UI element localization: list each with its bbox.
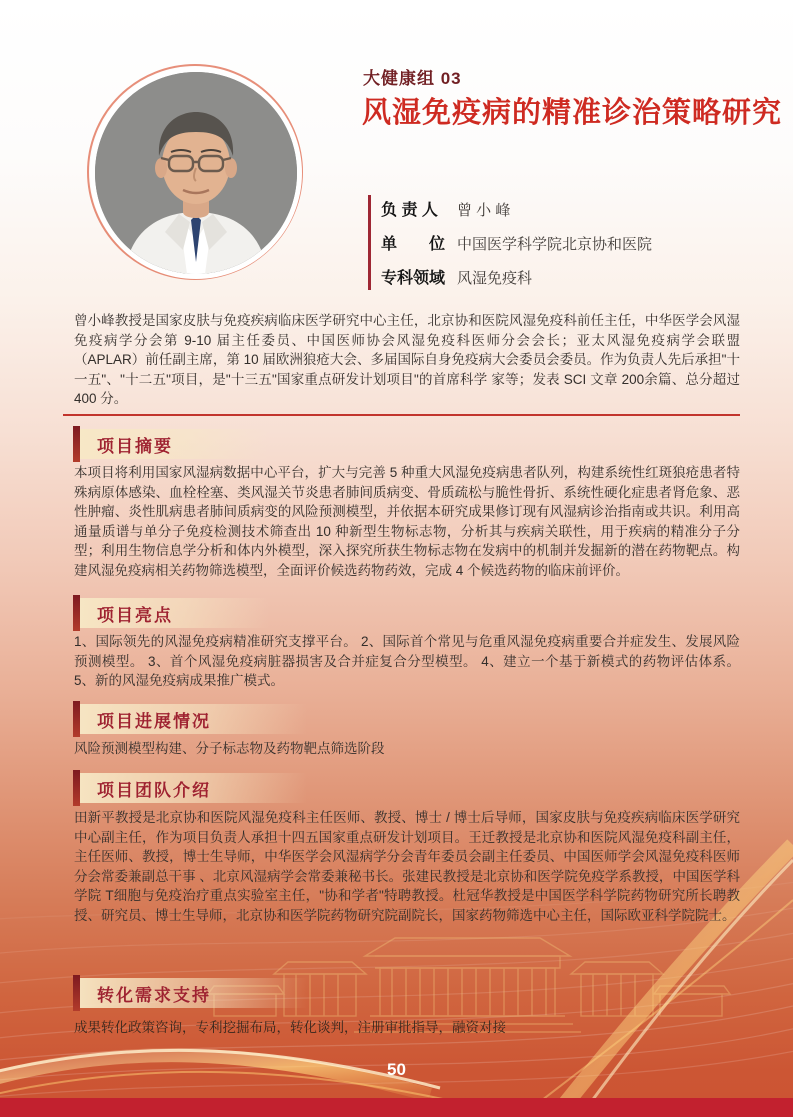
- section-body-highlights: 1、国际领先的风湿免疫病精准研究支撑平台。 2、国际首个常见与危重风湿免疫病重要合并症发生、发展风险预测模型。 3、首个风湿免疫病脏器损害及合并症复合分型模型。 4、建立一个基于新模式的药物评估体系。 5、新的风湿免疫病成果推广模式。: [74, 634, 740, 689]
- field-value-organization: 中国医学科学院北京协和医院: [457, 236, 653, 253]
- section-heading-support: [73, 975, 307, 1011]
- portrait-photo: [95, 72, 297, 274]
- heading-band: [80, 704, 307, 734]
- heading-accent-bar: [73, 975, 80, 1011]
- heading-band: [80, 598, 269, 628]
- section-body-team: 田新平教授是北京协和医院风湿免疫科主任医师、教授、博士 / 博士后导师，国家皮肤与免疫疾病临床医学研究中心副主任，作为项目负责人承担十四五国家重点研发计划项目。王迁教授是北京协和医院风湿免疫科副主任，主任医师、教授，博士生导师，中华医学会风湿病学分会青年委员会副主任委员、中国医师学会风湿免疫科医师分会常委兼副总干事 、北京风湿病学会常委兼秘书长。张建民教授是北京协和医学院免疫学系教授，中国医学科学院 T细胞与免疫治疗重点实验室主任，"协和学者"特聘教授。杜冠华教授是中国医学科学院药物研究所长聘教授、研究员、博士生导师，北京协和医学院药物研究院副院长，国家药物筛选中心主任，国际欧亚科学院院士。: [74, 810, 740, 923]
- section-heading-label: 项目进展情况: [97, 711, 211, 731]
- group-label: 大健康组 03: [363, 69, 462, 88]
- section-body-progress: 风险预测模型构建、分子标志物及药物靶点筛选阶段: [74, 741, 385, 756]
- section-heading-abstract: [73, 426, 269, 462]
- field-label-specialty: 专科领域: [381, 270, 446, 287]
- section-heading-team: [73, 770, 307, 806]
- section-heading-label: 项目团队介绍: [97, 780, 211, 800]
- section-heading-label: 项目亮点: [97, 605, 173, 625]
- section-heading-label: 转化需求支持: [97, 985, 211, 1005]
- field-value-specialty: 风湿免疫科: [457, 270, 533, 287]
- field-row-specialty: [381, 265, 748, 288]
- heading-band: [80, 978, 307, 1008]
- section-heading-progress: [73, 701, 307, 737]
- heading-band: [80, 429, 269, 459]
- section-body-abstract: 本项目将利用国家风湿病数据中心平台，扩大与完善 5 种重大风湿免疫病患者队列，构建系统性红斑狼疮患者特殊病原体感染、血栓栓塞、类风湿关节炎患者肺间质病变、骨质疏松与脆性骨折、系统性硬化症患者肾危象、恶性肿瘤、炎性肌病患者肺间质病变的风险预测模型，并依据本研究成果修订现有风湿病诊治指南或共识。利用高通量质谱与单分子免疫检测技术筛查出 10 种新型生物标志物，分析其与疾病关联性，用于疾病的精准分子分型；利用生物信息学分析和体内外模型，深入探究所获生物标志物在发病中的机制并发掘新的潜在药物靶点。构建风湿免疫病相关药物筛选模型，全面评价候选药物药效，完成 4 个候选药物的临床前评价。: [74, 465, 740, 578]
- pi-biography: 曾小峰教授是国家皮肤与免疫疾病临床医学研究中心主任，北京协和医院风湿免疫科前任主任，中华医学会风湿免疫病学分会第 9-10 届主任委员、中国医师协会风湿免疫科医师分会会长；亚太风湿免疫病学会联盟（APLAR）前任副主席，第 10 届欧洲狼疮大会、多届国际自身免疫病大会委员会委员。作为负责人先后承担"十一五"、"十二五"项目，是"十三五"国家重点研发计划项目"的首席科学 家等；发表 SCI 文章 200余篇、总分超过 400 分。: [74, 313, 740, 407]
- section-body-support: 成果转化政策咨询，专利挖掘布局，转化谈判，注册审批指导，融资对接: [74, 1020, 506, 1035]
- field-row-organization: [381, 231, 748, 254]
- pi-info-fields: [368, 195, 748, 290]
- field-label-organization: 单 位: [381, 236, 446, 253]
- section-heading-highlights: [73, 595, 269, 631]
- bottom-strip: [0, 1098, 793, 1117]
- page-title: 风湿免疫病的精准诊治策略研究: [362, 97, 783, 129]
- heading-band: [80, 773, 307, 803]
- field-label-leader: 负 责 人: [381, 202, 438, 219]
- heading-accent-bar: [73, 701, 80, 737]
- field-row-leader: [381, 197, 748, 220]
- heading-accent-bar: [73, 595, 80, 631]
- page-number: 50: [387, 1060, 406, 1079]
- section-heading-label: 项目摘要: [97, 436, 173, 456]
- heading-accent-bar: [73, 426, 80, 462]
- field-value-leader: 曾 小 峰: [457, 202, 511, 219]
- portrait-illustration: [95, 72, 297, 274]
- separator-rule: [63, 414, 740, 416]
- heading-accent-bar: [73, 770, 80, 806]
